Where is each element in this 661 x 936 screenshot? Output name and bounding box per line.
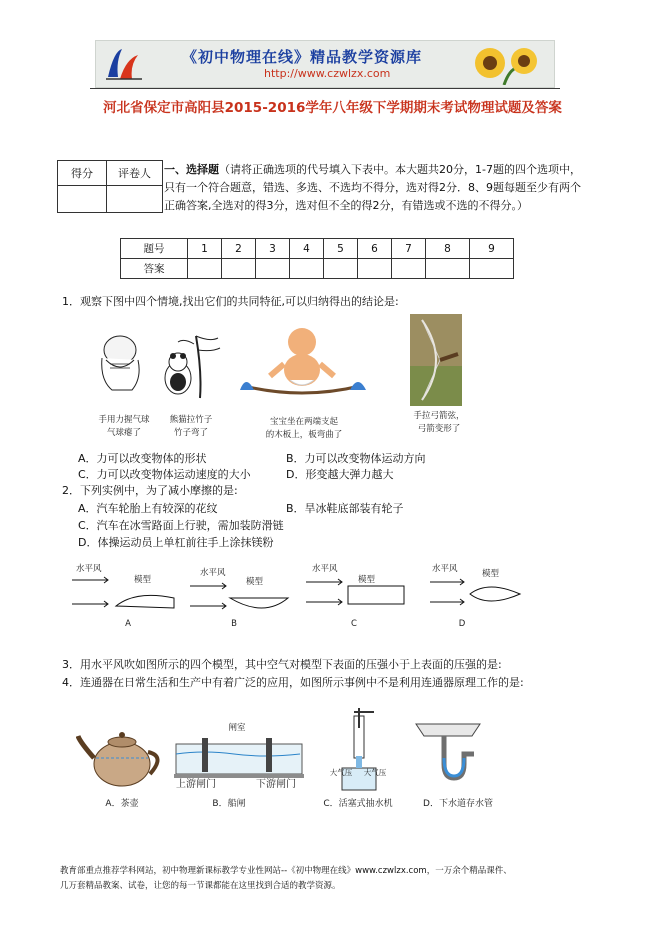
option-b-lock-caption: B．船闸 [212,799,246,809]
figure-letter-b: B [231,619,237,629]
teapot-illustration [76,722,168,788]
figure-letter-d: D [458,619,466,629]
question-number-cell: 4 [290,239,324,259]
caption-panda-line1: 熊猫拉竹子 [169,415,213,425]
wing-model-c [304,574,414,620]
answer-cell[interactable] [392,259,426,279]
answer-cell[interactable] [290,259,324,279]
balloon-squeeze-illustration [92,330,152,400]
answer-table [120,238,514,279]
downstream-gate-label: 下游闸门 [256,779,296,790]
panda-bamboo-illustration [160,332,225,400]
question-number-cell: 1 [188,239,222,259]
option-d-drain-caption: D．下水道存水管 [423,799,493,809]
question-3-text: 3．用水平风吹如图所示的四个模型，其中空气对模型下表面的压强小于上表面的压强的是: [62,658,502,671]
caption-balloon-line1: 手用力握气球 [98,415,150,425]
answer-cell[interactable] [188,259,222,279]
upstream-gate-label: 上游闸门 [176,779,216,790]
header-rule [90,88,560,89]
header-banner [95,40,555,88]
question-number-cell: 2 [222,239,256,259]
answer-cell[interactable] [470,259,514,279]
document-title: 河北省保定市高阳县2015-2016学年八年级下学期期末考试物理试题及答案 [103,100,562,116]
caption-bow-line1: 手拉弓箭弦， [413,411,465,421]
atmospheric-pressure-label-1: 大气压 [329,768,353,777]
atmospheric-pressure-label-2: 大气压 [363,768,387,777]
section-instructions [164,161,590,215]
q1-option-d[interactable]: D．形变越大弹力越大 [286,468,394,481]
question-number-cell: 9 [470,239,514,259]
banner-url[interactable]: http://www.czwlzx.com [264,67,391,80]
answer-table-number-label: 题号 [121,239,188,259]
caption-baby-line1: 宝宝坐在两端支起 [269,417,338,427]
option-a-teapot-caption: A．茶壶 [105,799,139,809]
caption-panda-line2: 竹子弯了 [173,428,208,438]
grader-label: 评卷人 [107,161,163,186]
model-label-c: 模型 [358,575,376,585]
caption-baby-line2: 的木板上，板弯曲了 [265,430,343,440]
caption-bow-line2: 弓箭变形了 [417,424,461,434]
q2-option-b[interactable]: B．旱冰鞋底部装有轮子 [286,502,404,515]
answer-cell[interactable] [358,259,392,279]
q2-option-d[interactable]: D．体操运动员上单杠前往手上涂抹镁粉 [78,536,274,549]
q1-option-a[interactable]: A．力可以改变物体的形状 [78,452,207,465]
model-label-d: 模型 [482,569,500,579]
question-number-cell: 5 [324,239,358,259]
footer-line-2: 几万套精品教案、试卷，让您的每一节课都能在这里找到合适的教学资源。 [60,881,341,891]
score-label: 得分 [58,161,107,186]
question-4-text: 4．连通器在日常生活和生产中有着广泛的应用，如图所示事例中不是利用连通器原理工作的是: [62,676,524,689]
q2-option-a[interactable]: A．汽车轮胎上有较深的花纹 [78,502,218,515]
wind-label-d: 水平风 [432,564,458,574]
question-2-text: 2．下列实例中，为了减小摩擦的是: [62,484,238,497]
question-number-cell: 6 [358,239,392,259]
ship-lock-illustration [174,734,304,780]
caption-balloon-line2: 气球瘪了 [106,428,141,438]
option-c-pump-caption: C．活塞式抽水机 [323,799,393,809]
lock-chamber-label: 闸室 [228,723,246,733]
piston-pump-illustration [330,708,388,794]
question-number-cell: 3 [256,239,290,259]
wing-model-d [428,574,528,620]
q1-option-b[interactable]: B．力可以改变物体运动方向 [286,452,426,465]
page-footer [60,864,620,894]
q2-option-c[interactable]: C．汽车在冰雪路面上行驶，需加装防滑链 [78,519,284,532]
answer-cell[interactable] [222,259,256,279]
grader-cell[interactable] [107,186,163,213]
figure-letter-c: C [351,619,357,629]
score-table [57,160,163,213]
sunflower-icon [468,43,548,85]
section-heading: 一、选择题 [164,163,219,176]
wind-label-a: 水平风 [76,564,102,574]
baby-on-plank-illustration [234,324,370,408]
bow-and-arrow-illustration [410,314,462,406]
question-1-text: 1．观察下图中四个情境,找出它们的共同特征,可以归纳得出的结论是: [62,295,399,308]
wind-label-c: 水平风 [312,564,338,574]
answer-cell[interactable] [256,259,290,279]
figure-letter-a: A [125,619,131,629]
answer-cell[interactable] [426,259,470,279]
score-cell[interactable] [58,186,107,213]
q1-option-c[interactable]: C．力可以改变物体运动速度的大小 [78,468,251,481]
question-number-cell: 7 [392,239,426,259]
answer-table-answer-label: 答案 [121,259,188,279]
model-label-b: 模型 [246,577,264,587]
site-logo-icon [104,47,144,83]
question-number-cell: 8 [426,239,470,259]
answer-cell[interactable] [324,259,358,279]
drain-trap-illustration [414,714,482,790]
footer-line-1: 教育部重点推荐学科网站，初中物理新课标教学专业性网站--《初中物理在线》www.czwlzx.com，一万余个精品课件、 [60,866,512,876]
wing-model-a [70,574,180,624]
banner-title: 《初中物理在线》精品教学资源库 [182,48,423,66]
wind-label-b: 水平风 [200,568,226,578]
model-label-a: 模型 [134,575,152,585]
wing-model-b [188,578,298,622]
section-text: （请将正确选项的代号填入下表中。本大题共20分，1-7题的四个选项中，只有一个符合题意，错选、多选、不选均不得分，选对得2分．8、9题每题至少有两个正确答案,全选对的得3分，选对但不全的得2分，有错选或不选的不得分。） [164,163,581,212]
